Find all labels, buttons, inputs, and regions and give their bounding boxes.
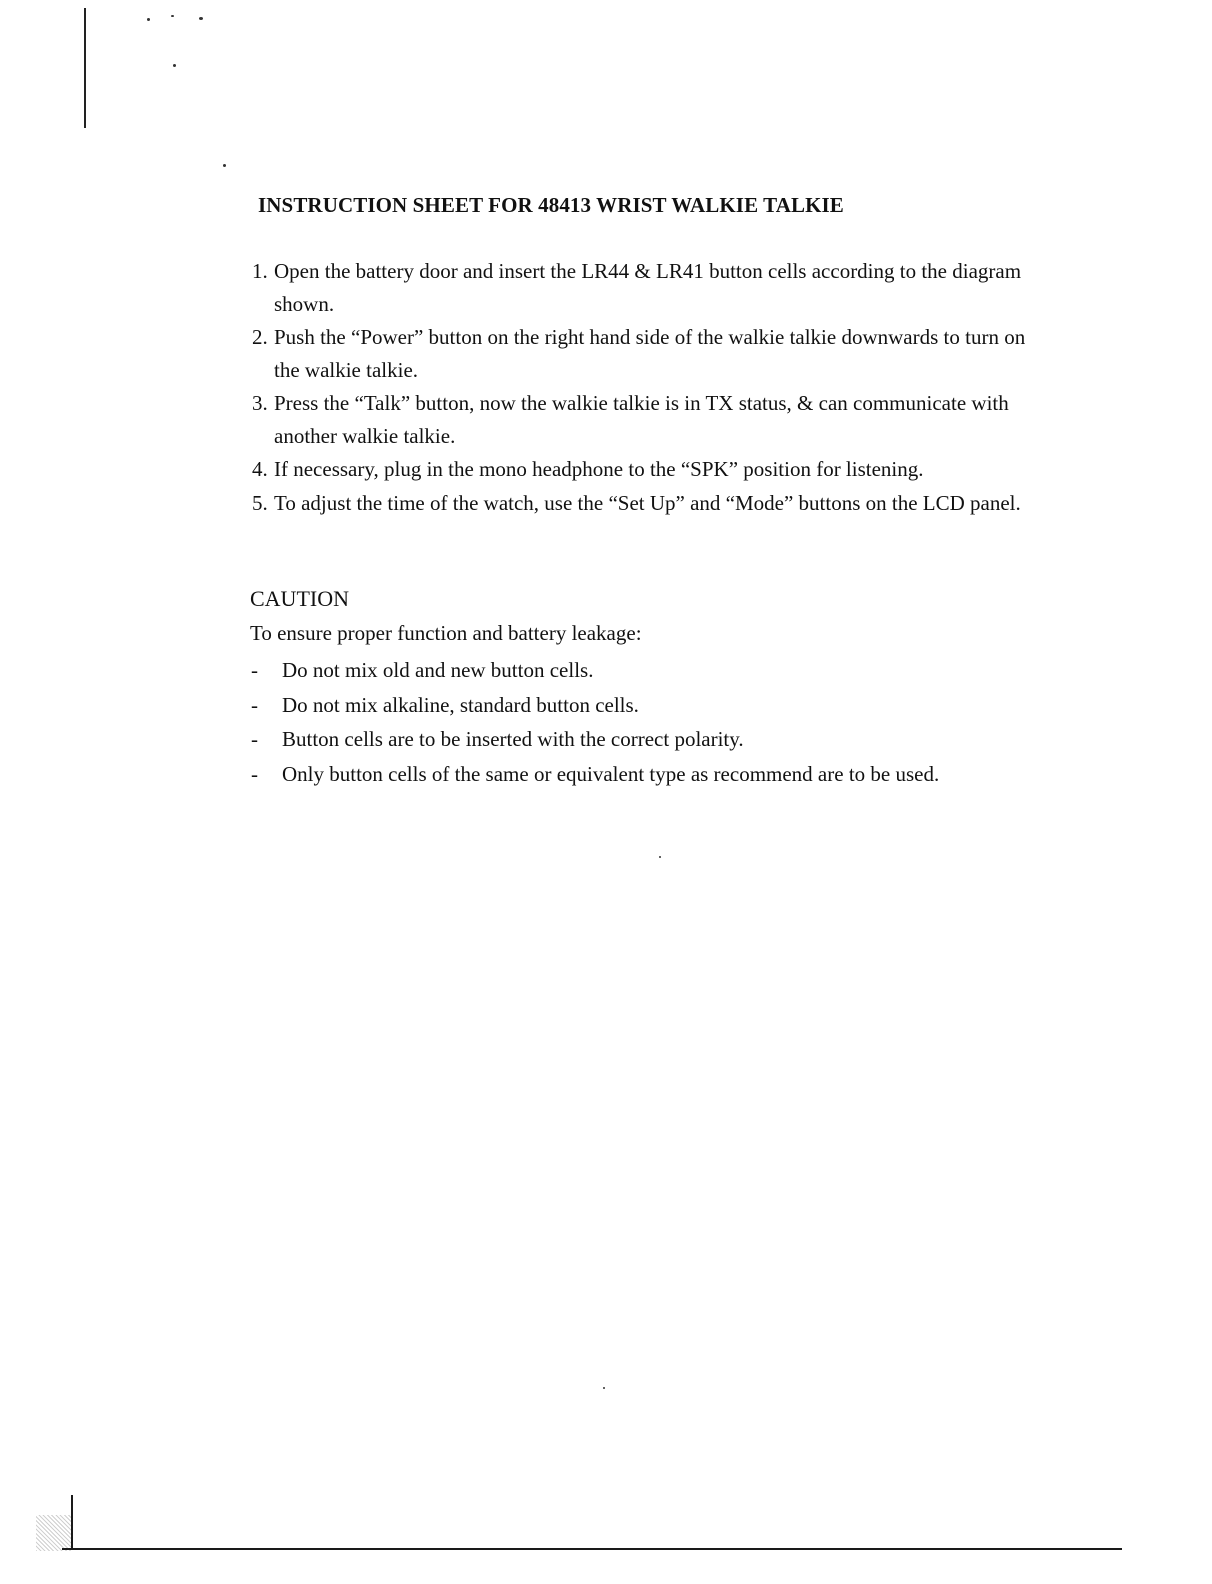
step-text: To adjust the time of the watch, use the “Set Up” and “Mode” buttons on the LCD panel. (274, 490, 1021, 515)
instruction-steps (252, 255, 1052, 520)
step-number: 2. (252, 325, 268, 349)
step-text: Push the “Power” button on the right hand side of the walkie talkie downwards to turn on the walkie talkie. (274, 325, 1026, 382)
caution-text: Do not mix alkaline, standard button cells. (282, 692, 639, 717)
caution-item (250, 653, 1050, 688)
scan-bottom-edge-line (62, 1548, 1122, 1550)
step-number: 3. (252, 391, 268, 415)
caution-heading: CAUTION (250, 586, 349, 611)
bullet-dash: - (251, 761, 258, 786)
instruction-step (252, 453, 1052, 486)
instruction-step (252, 255, 1052, 320)
scan-speck (147, 18, 150, 21)
caution-list (250, 653, 1050, 791)
step-number: 1. (252, 259, 268, 283)
instruction-step (252, 487, 1052, 520)
step-number: 5. (252, 490, 268, 515)
scan-edge-line (84, 8, 86, 128)
instruction-step (252, 387, 1052, 452)
step-text: If necessary, plug in the mono headphone to the “SPK” position for listening. (274, 457, 924, 481)
caution-item (250, 757, 1050, 792)
step-text: Open the battery door and insert the LR44 & LR41 button cells according to the diagram shown. (274, 259, 1022, 316)
document-title: INSTRUCTION SHEET FOR 48413 WRIST WALKIE TALKIE (258, 193, 844, 217)
caution-text: Button cells are to be inserted with the correct polarity. (282, 727, 744, 751)
caution-text: Do not mix old and new button cells. (282, 658, 594, 682)
caution-item (250, 688, 1050, 723)
scan-speck (223, 164, 226, 167)
scan-corner-line (71, 1495, 73, 1550)
scan-speck (173, 64, 176, 67)
caution-text: Only button cells of the same or equivalent type as recommend are to be used. (282, 761, 940, 786)
scan-speck (199, 17, 203, 20)
step-text: Press the “Talk” button, now the walkie talkie is in TX status, & can communicate with another walkie talkie. (274, 391, 1009, 448)
caution-intro: To ensure proper function and battery leakage: (250, 621, 642, 645)
bullet-dash: - (251, 658, 258, 682)
scan-corner-shading (36, 1515, 72, 1551)
scan-speck (659, 856, 661, 858)
scan-speck (603, 1387, 605, 1389)
step-number: 4. (252, 457, 268, 481)
caution-item (250, 722, 1050, 757)
bullet-dash: - (251, 727, 258, 751)
instruction-step (252, 321, 1052, 386)
bullet-dash: - (251, 692, 258, 717)
scan-speck (171, 15, 174, 17)
